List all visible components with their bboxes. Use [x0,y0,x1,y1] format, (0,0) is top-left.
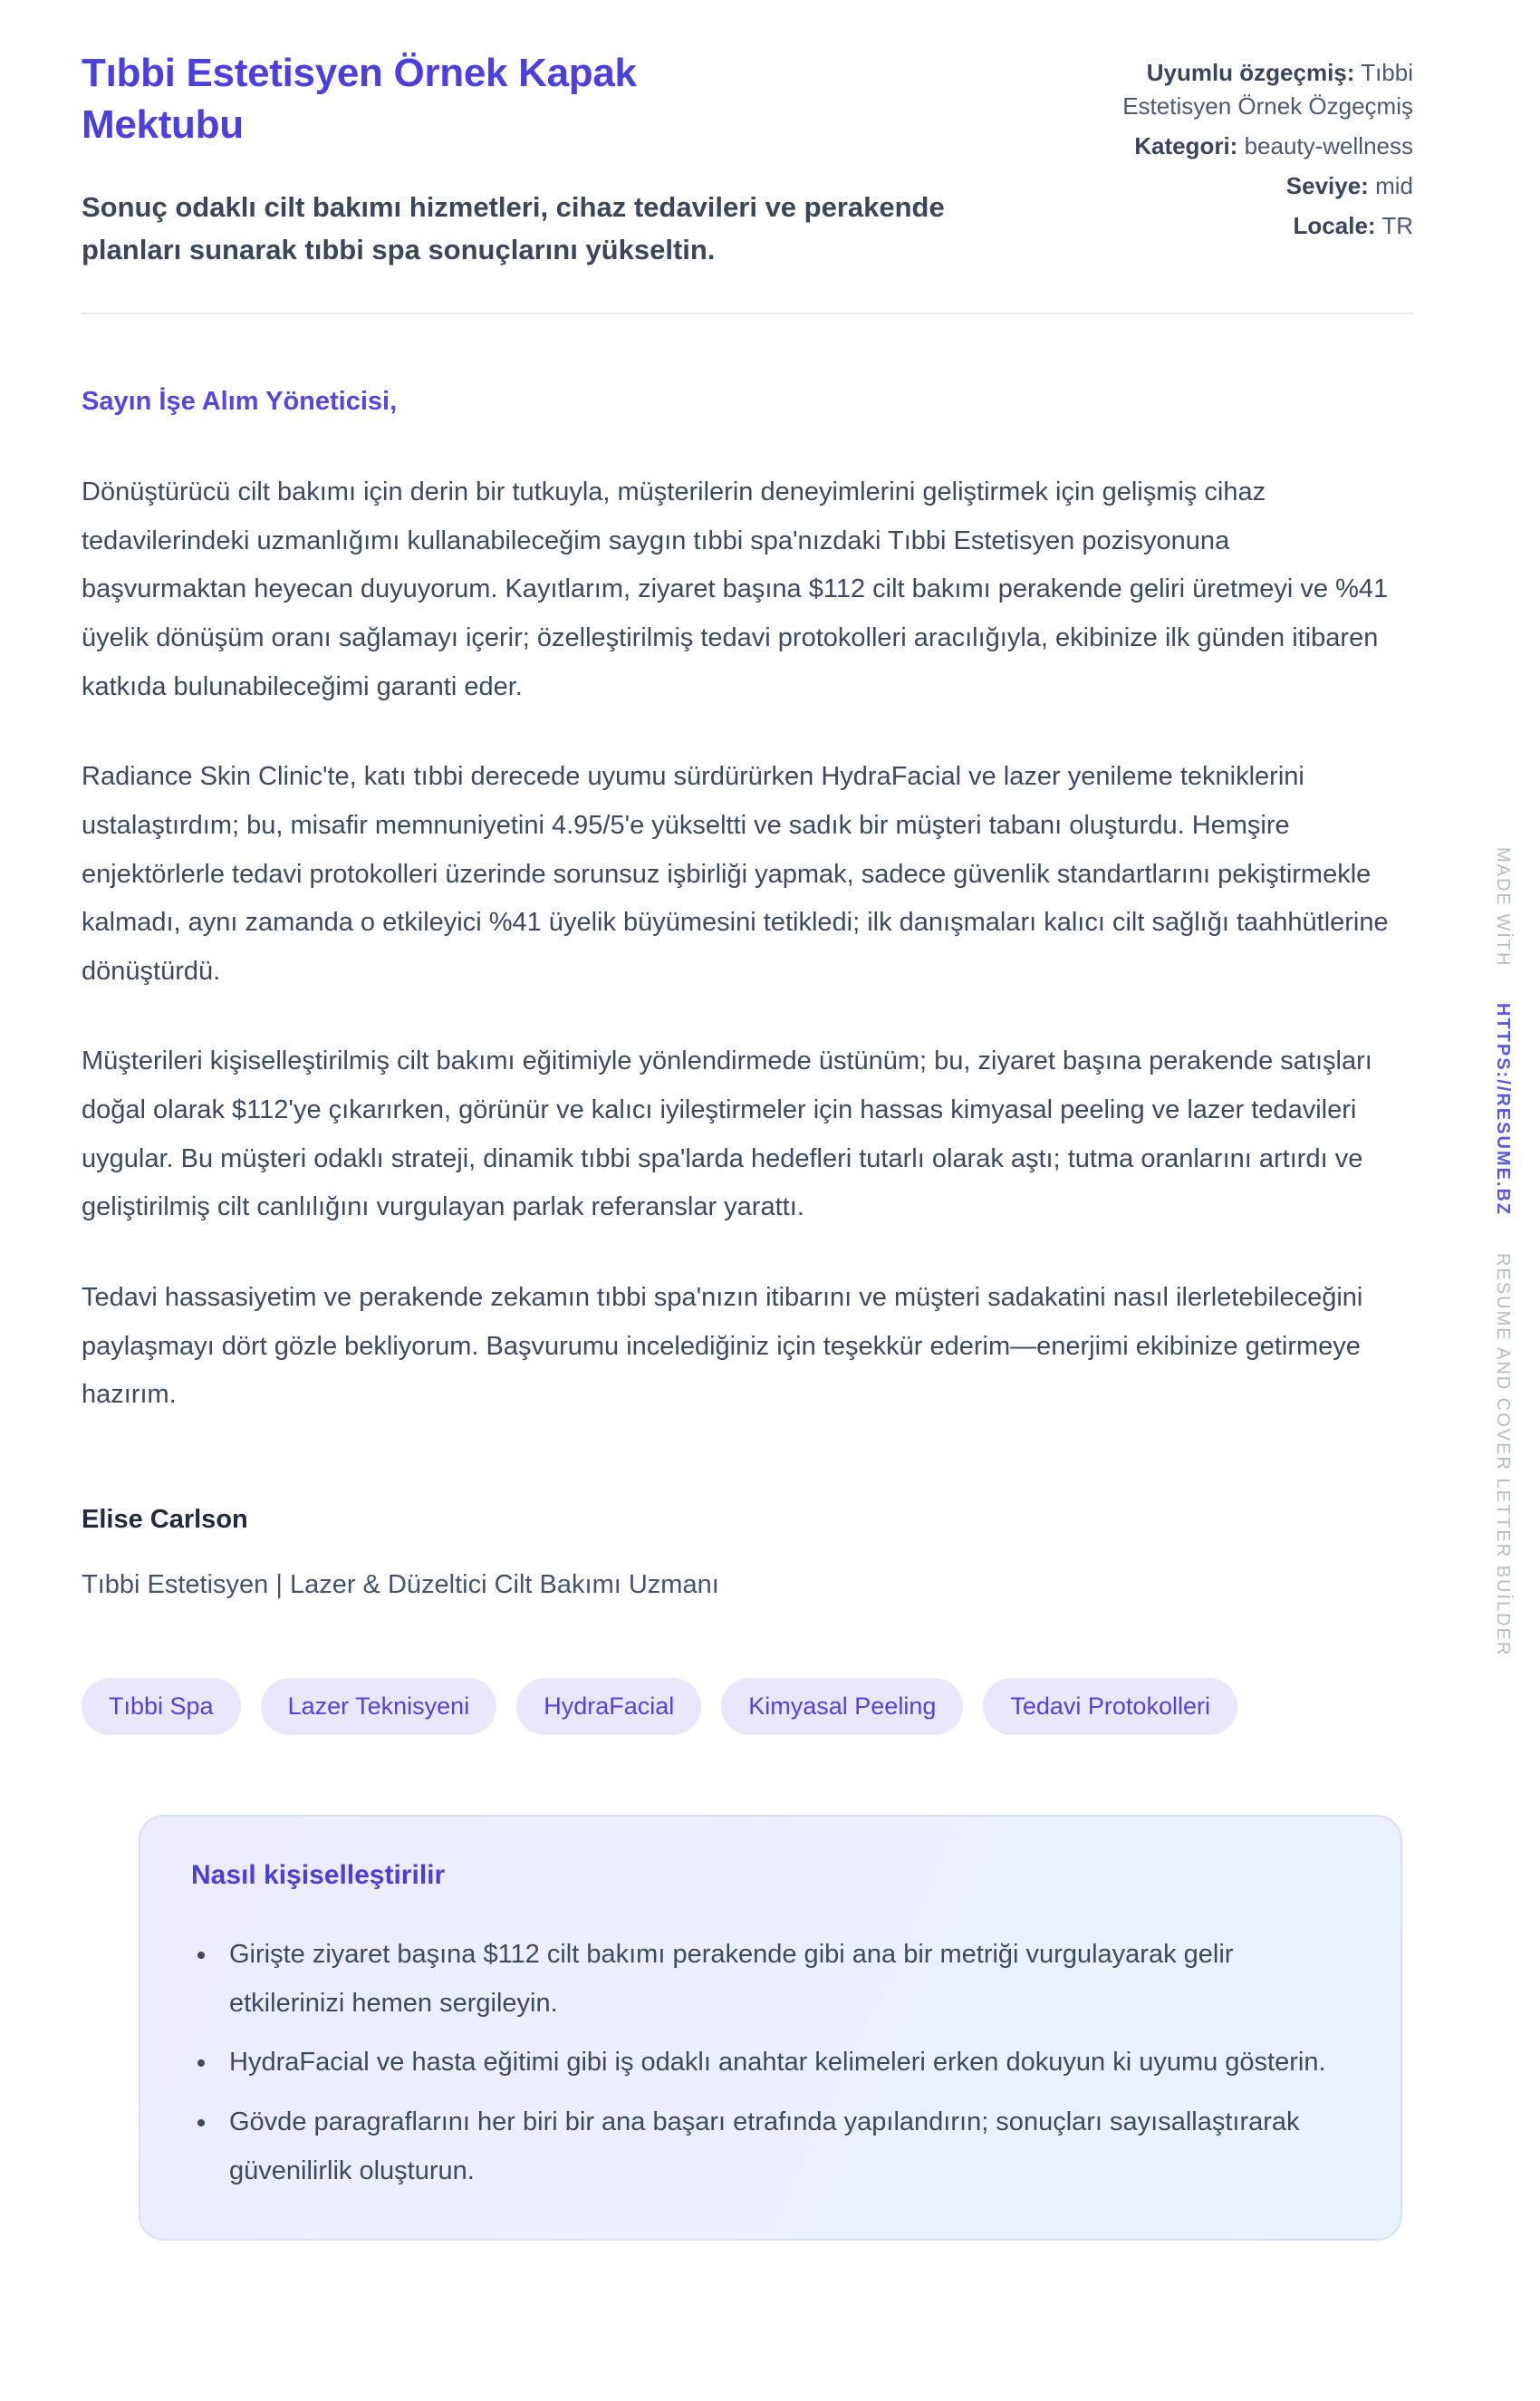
tips-card [139,1815,1402,2241]
ribbon-made-with-label: MADE WİTH [1493,847,1513,968]
signature-name: Elise Carlson [82,1504,248,1534]
ribbon-builder-label: RESUME AND COVER LETTER BUİLDER [1493,1252,1513,1656]
tips-item-1: • Girişte ziyaret başına $112 cilt bakımı perakende gibi ana bir metriği vurgulayarak gelir etkilerinizi hemen sergileyin. [218,1931,1350,2028]
tag-chip-tedavi-protokolleri[interactable]: Tedavi Protokolleri [983,1678,1237,1735]
meta-row-level [1087,169,1413,203]
tips-title: Nasıl kişiselleştirilir [191,1860,446,1891]
meta-value: beauty-wellness [1244,131,1413,159]
meta-panel [1087,47,1413,249]
tag-chip-hydrafacial[interactable]: HydraFacial [516,1678,701,1735]
tag-list [82,1678,1413,1735]
meta-row-category [1087,130,1413,163]
letter-paragraph-2: Radiance Skin Clinic'te, katı tıbbi derecede uyumu sürdürürken HydraFacial ve lazer yenileme tekniklerini ustalaştırdım; bu, misafir memnuniyetini 4.95/5'e yükseltti ve sadık bir müşteri tabanı oluşturdu. Hemşire enjektörlerle tedavi protokolleri üzerinde sorunsuz işbirliği yapmak, sadece güvenlik standartlarını pekiştirmekle kalmadı, aynı zamanda o etkileyici %41 üyelik büyümesini tetikledi; ilk danışmaları kalıcı cilt sağlığı taahhütlerine dönüştürdü. [82,762,1389,986]
meta-label: Uyumlu özgeçmiş: [1146,59,1355,86]
letter-paragraph-3: Müşterileri kişiselleştirilmiş cilt bakımı eğitimiyle yönlendirmede üstünüm; bu, ziyaret başına perakende satışları doğal olarak $112'ye çıkarırken, görünür ve kalıcı iyileştirmeler için hassas kimyasal peeling ve lazer tedavileri uygular. Bu müşteri odaklı strateji, dinamik tıbbi spa'larda hedefleri tutarlı olarak aştı; tutma oranlarını artırdı ve geliştirilmiş cilt canlılığını vurgulayan parlak referanslar yarattı. [82,1046,1372,1222]
cover-letter-body [82,378,1413,1609]
tag-chip-tibbi-spa[interactable]: Tıbbi Spa [82,1678,241,1735]
page-title: Tıbbi Estetisyen Örnek Kapak Mektubu [82,51,637,148]
meta-value: mid [1375,171,1413,199]
meta-row-matching-resume [1087,56,1413,123]
letter-paragraph-4: Tedavi hassasiyetim ve perakende zekamın tıbbi spa'nızın itibarını ve müşteri sadakatini nasıl ilerletebileceğini paylaşmayı dört gözle bekliyorum. Başvurumu incelediğiniz için teşekkür ederim—enerjimi ekibinize getirmeye hazırım. [82,1282,1363,1410]
meta-label: Locale: [1293,211,1376,239]
ribbon-site-link[interactable]: HTTPS://RESUME.BZ [1493,1003,1513,1217]
signature-role: Tıbbi Estetisyen | Lazer & Düzeltici Cilt Bakımı Uzmanı [82,1569,719,1599]
tips-item-3: • Gövde paragraflarını her biri bir ana başarı etrafında yapılandırın; sonuçları sayısallaştırarak güvenilirlik oluşturun. [218,2098,1350,2195]
meta-label: Kategori: [1134,131,1238,159]
letter-paragraph-1: Dönüştürücü cilt bakımı için derin bir tutkuyla, müşterilerin deneyimlerini geliştirmek için gelişmiş cihaz tedavilerindeki uzmanlığımı kullanabileceğim saygın tıbbi spa'nızdaki Tıbbi Estetisyen pozisyonuna başvurmaktan heyecan duyuyorum. Kayıtlarım, ziyaret başına $112 cilt bakımı perakende geliri üretmeyi ve %41 üyelik dönüşüm oranı sağlamayı içerir; özelleştirilmiş tedavi protokolleri aracılığıyla, ekibinize ilk günden itibaren katkıda bulunabileceğimi garanti eder. [82,477,1389,701]
tips-item-2: • HydraFacial ve hasta eğitimi gibi iş odaklı anahtar kelimeleri erken dokuyun ki uyumu gösterin. [218,2039,1350,2088]
side-ribbon [1492,847,1513,1656]
header [82,47,1413,271]
meta-value: TR [1381,211,1413,239]
greeting: Sayın İşe Alım Yöneticisi, [82,387,398,417]
tag-chip-lazer-teknisyeni[interactable]: Lazer Teknisyeni [261,1678,497,1735]
meta-value: Tıbbi Estetisyen Örnek Özgeçmiş [1122,59,1413,120]
tips-list [191,1931,1350,2195]
meta-row-locale [1087,209,1413,243]
page-subtitle: Sonuç odaklı cilt bakımı hizmetleri, cihaz tedavileri ve perakende planları sunarak tıbbi spa sonuçlarını yükseltin. [82,191,945,265]
header-divider [82,313,1413,314]
meta-label: Seviye: [1285,171,1369,199]
tag-chip-kimyasal-peeling[interactable]: Kimyasal Peeling [721,1678,963,1735]
header-title-block [82,47,1087,271]
signature-block [82,1496,1413,1609]
